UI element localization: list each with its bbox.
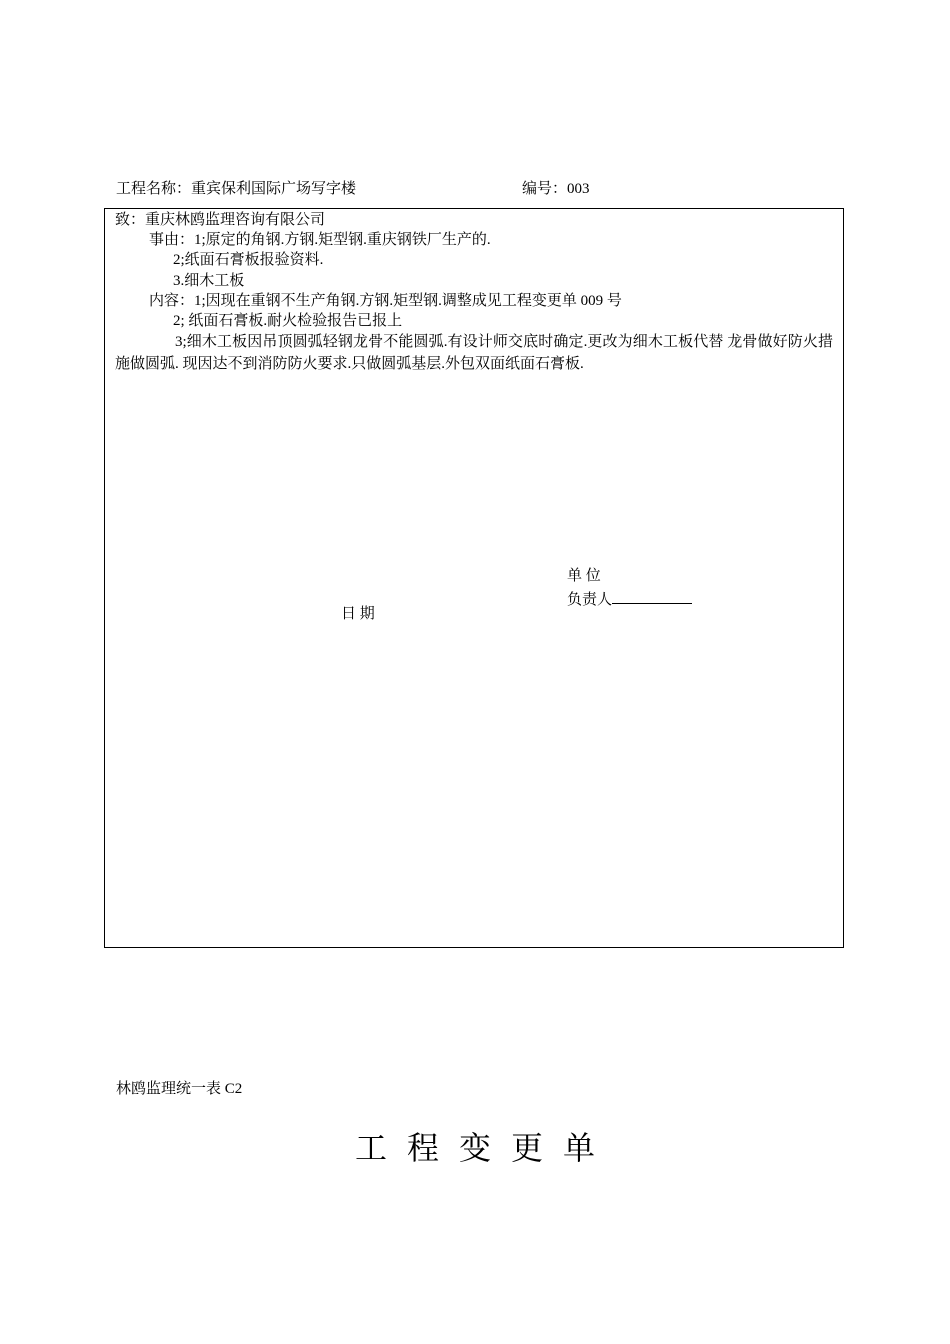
reason-line-2: 2;纸面石膏板报验资料. xyxy=(173,252,324,268)
change-form-box xyxy=(104,208,844,948)
reason-line-3: 3.细木工板 xyxy=(173,273,245,289)
date-label: 日 期 xyxy=(341,606,375,622)
addressee-line: 致：重庆林鸥监理咨询有限公司 xyxy=(115,212,326,228)
document-title: 工程变更单 xyxy=(354,1129,615,1167)
project-name: 工程名称：重宾保利国际广场写字楼 xyxy=(116,181,357,197)
content-line-1: 内容：1;因现在重钢不生产角钢.方钢.矩型钢.调整成见工程变更单 009 号 xyxy=(149,293,622,309)
reason-line-1: 事由：1;原定的角钢.方钢.矩型钢.重庆钢铁厂生产的. xyxy=(149,232,491,248)
person-in-charge xyxy=(567,589,692,609)
content-paragraph-3: 3;细木工板因吊顶圆弧轻钢龙骨不能圆弧.有设计师交底时确定.更改为细木工板代替 龙骨做好防火措施做圆弧. 现因达不到消防防火要求.只做圆弧基层.外包双面纸面石膏板. xyxy=(115,334,833,372)
serial-number: 编号：003 xyxy=(522,181,590,197)
form-code: 林鸥监理统一表 C2 xyxy=(116,1081,243,1097)
person-label: 负责人 xyxy=(567,592,613,608)
content-line-2: 2; 纸面石膏板.耐火检验报告已报上 xyxy=(173,313,403,329)
unit-label: 单 位 xyxy=(567,568,601,584)
signature-line xyxy=(612,589,692,604)
